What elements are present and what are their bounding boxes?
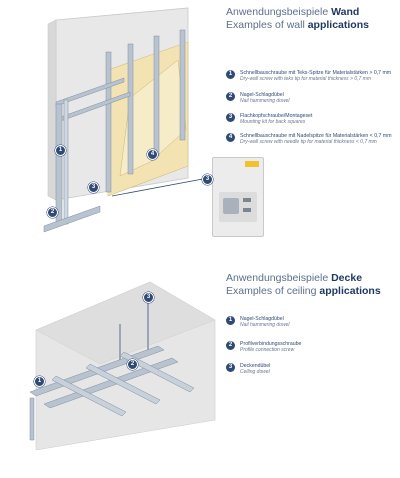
wall-legend-badge: 2 <box>226 92 235 101</box>
wall-callout-1: 1 <box>55 145 66 156</box>
wall-legend-de: Schnellbauschraube mit Teks-Spitze für Materialstärken > 0,7 mm <box>240 70 392 76</box>
ceiling-legend-de: Nagel-Schlagdübel <box>240 316 284 322</box>
wall-legend-en: Dry-wall screw with teks tip for material thickness > 0,7 mm <box>240 76 372 82</box>
wall-legend-en: Mounting kit for back squares <box>240 119 306 125</box>
ceiling-heading-en: Examples of ceiling applications <box>226 285 381 297</box>
wall-heading-en: Examples of wall applications <box>226 19 369 31</box>
wall-legend-de: Flachkopfschraube/Montageset <box>240 113 313 119</box>
ceiling-legend-badge: 3 <box>226 363 235 372</box>
wall-legend-en: Dry-wall screw with needle tip for material thickness < 0,7 mm <box>240 139 377 145</box>
kit-parts <box>219 192 257 222</box>
screw-icon <box>243 198 251 202</box>
ceiling-legend-badge: 1 <box>226 316 235 325</box>
ceiling-legend-badge: 2 <box>226 341 235 350</box>
bracket-icon <box>223 198 239 214</box>
wall-legend-badge: 4 <box>226 133 235 142</box>
wall-legend-badge: 3 <box>226 113 235 122</box>
ceiling-heading-de: Anwendungsbeispiele Decke <box>226 272 363 284</box>
ceiling-legend-de: Deckendübel <box>240 363 271 369</box>
ceiling-callout-3: 3 <box>143 292 154 303</box>
wall-callout-2: 2 <box>47 207 58 218</box>
ceiling-callout-2: 2 <box>127 359 138 370</box>
wall-legend-de: Nagel-Schlagdübel <box>240 92 284 98</box>
ceiling-illustration <box>0 280 225 450</box>
wall-heading-de: Anwendungsbeispiele Wand <box>226 6 360 18</box>
wall-legend-en: Nail hammering dowel <box>240 98 290 104</box>
brand-label <box>245 161 259 167</box>
wall-legend-de: Schnellbauschraube mit Nadelspitze für Materialstärken < 0,7 mm <box>240 133 392 139</box>
wall-callout-4: 4 <box>147 149 158 160</box>
ceiling-legend-en: Ceiling dowel <box>240 369 270 375</box>
wall-illustration <box>0 0 230 250</box>
ceiling-legend-en: Profile connection screw <box>240 347 295 353</box>
ceiling-legend-de: Profilverbindungsschraube <box>240 341 302 347</box>
screw-icon <box>243 208 251 212</box>
wall-callout-3-kit: 3 <box>202 174 213 185</box>
wall-callout-3: 3 <box>88 182 99 193</box>
ceiling-legend-en: Nail hammering dowel <box>240 322 290 328</box>
ceiling-callout-1: 1 <box>34 376 45 387</box>
wall-legend-badge: 1 <box>226 70 235 79</box>
mounting-kit-package <box>212 157 264 237</box>
